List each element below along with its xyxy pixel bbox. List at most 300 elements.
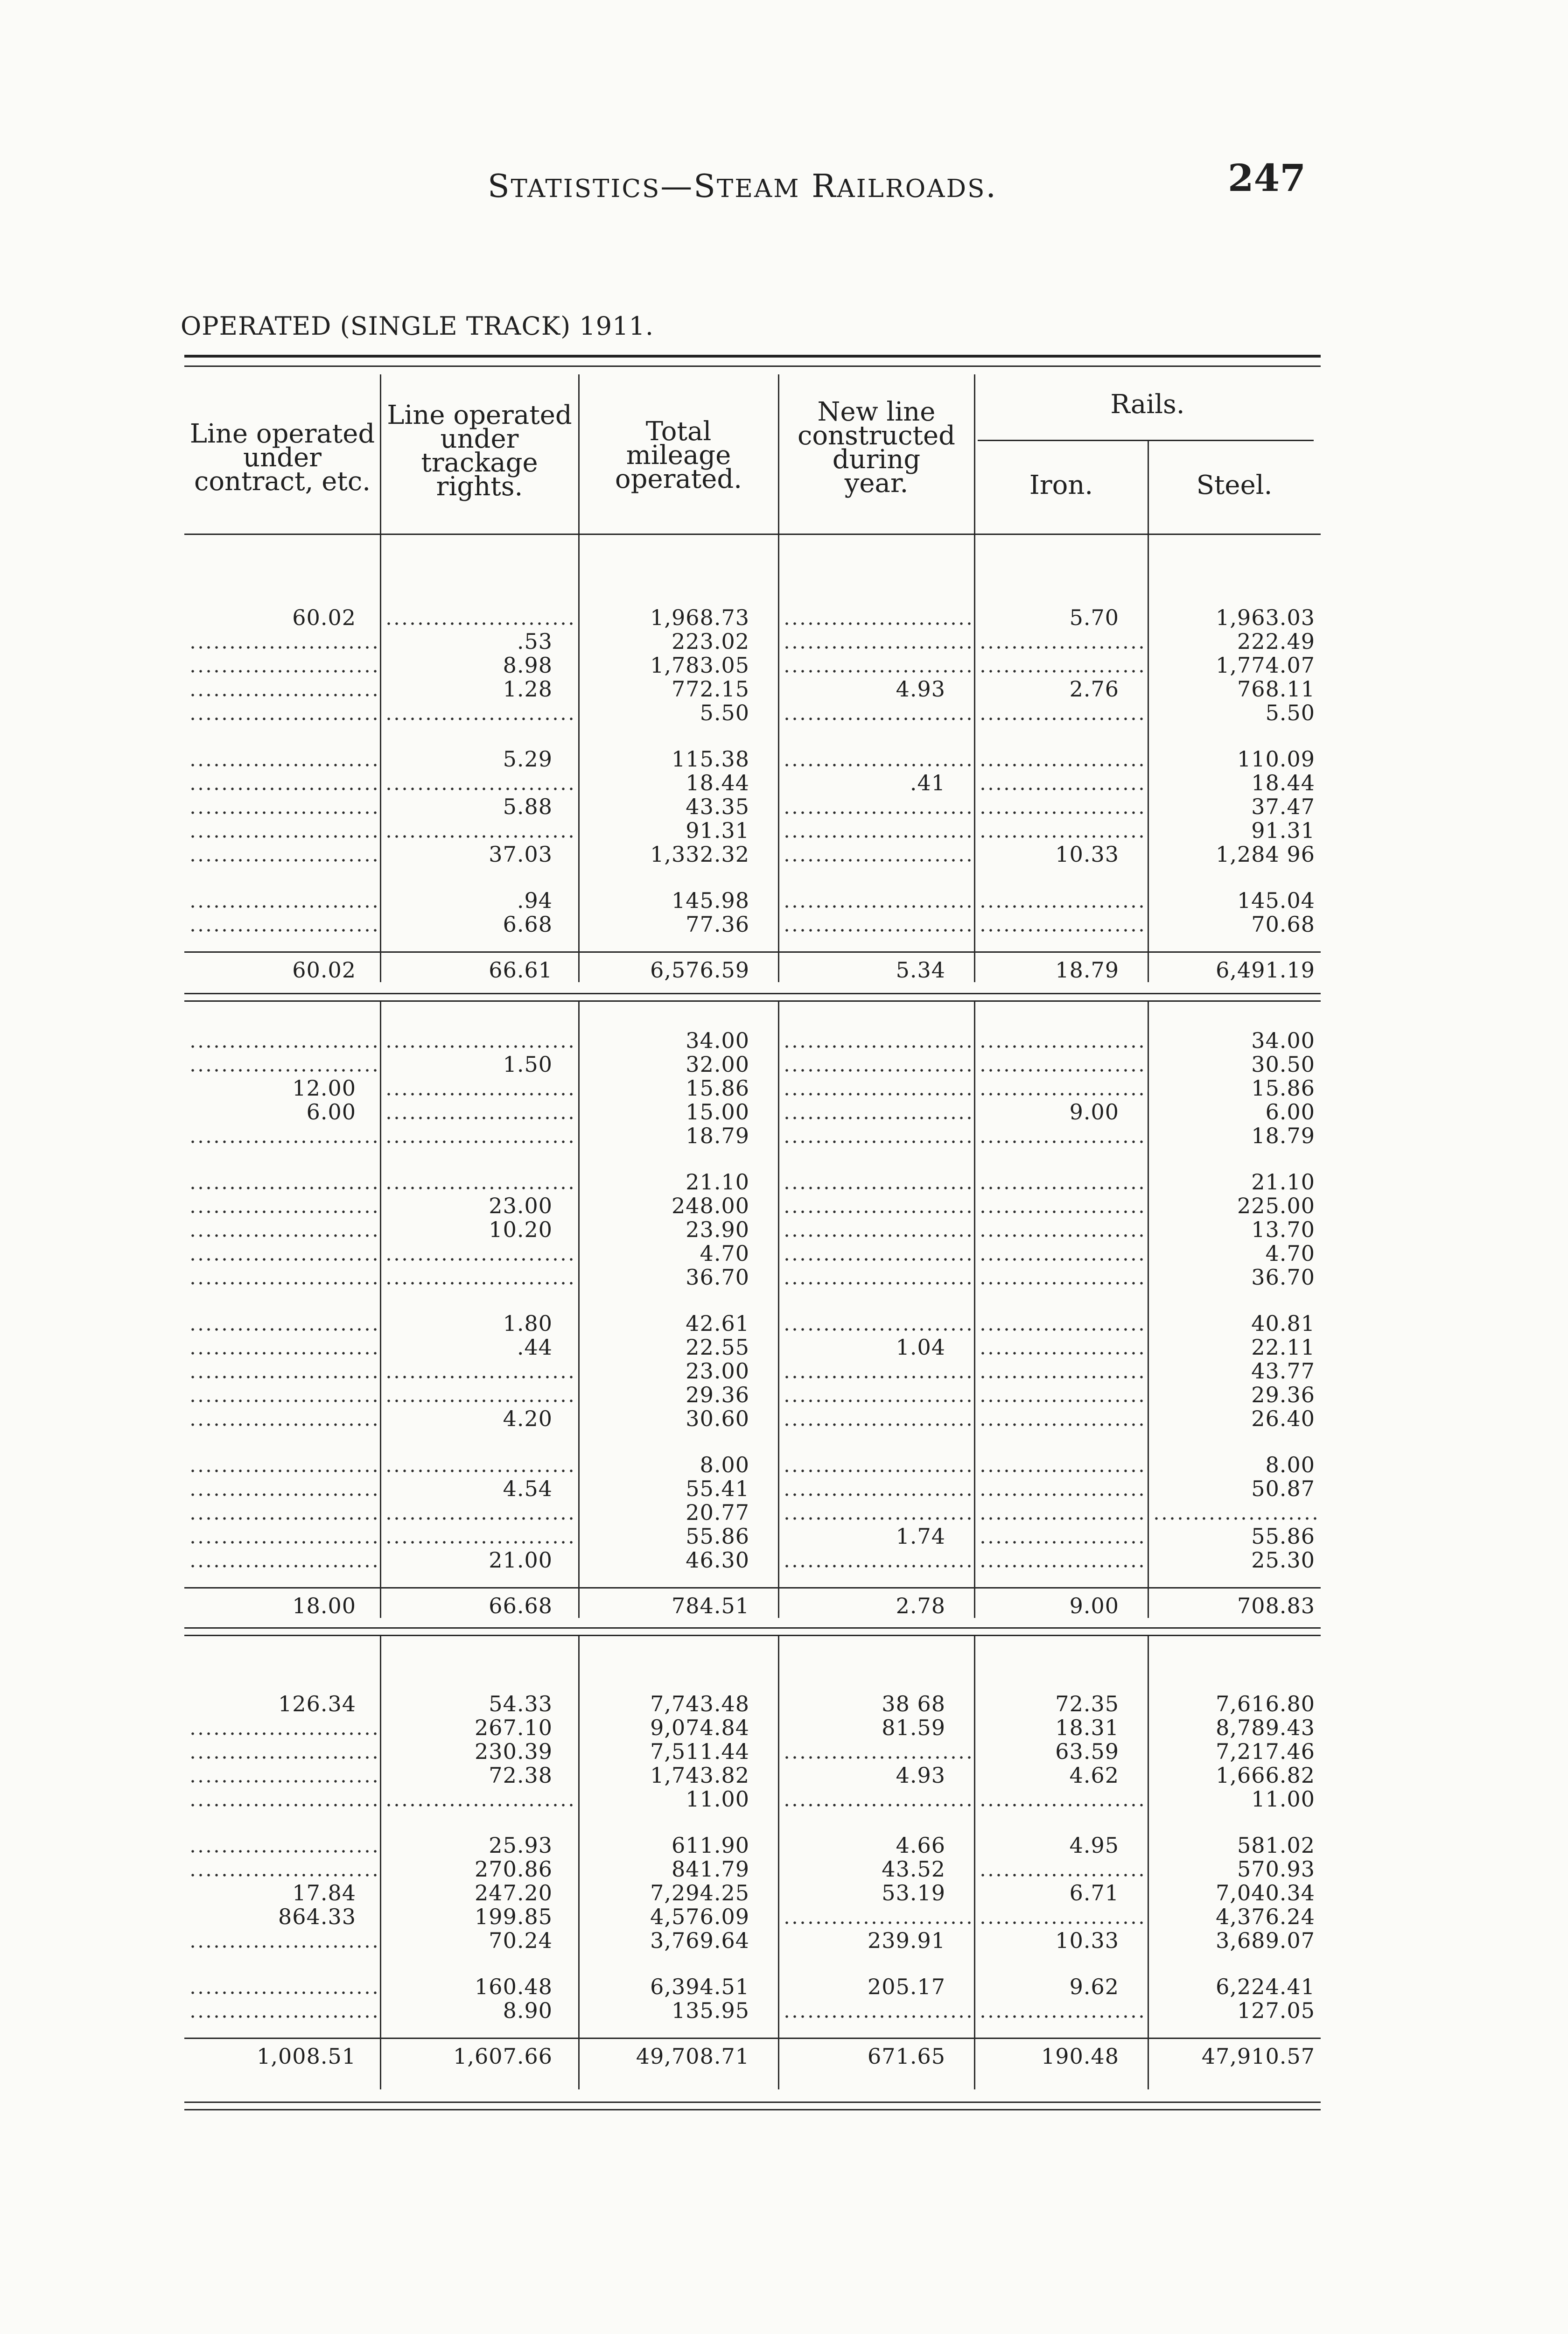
header-new-line-constructed: New line constructed during year. bbox=[797, 397, 956, 499]
cell-total: 21.10 bbox=[686, 1169, 749, 1195]
cell-contract bbox=[184, 1501, 380, 1525]
cell-iron bbox=[974, 701, 1148, 725]
cell-steel: 50.87 bbox=[1251, 1476, 1315, 1501]
table-row bbox=[184, 1975, 1321, 1999]
cell-steel: 145.04 bbox=[1237, 888, 1315, 913]
cell-total: 1,968.73 bbox=[650, 605, 749, 630]
cell-total: 8.00 bbox=[700, 1452, 749, 1477]
cell-total: 34.00 bbox=[686, 1028, 749, 1053]
cell-total: 15.86 bbox=[686, 1076, 749, 1101]
cell-steel: 43.77 bbox=[1251, 1358, 1315, 1384]
cell-total: 18.44 bbox=[686, 770, 749, 795]
cell-new-line: .41 bbox=[910, 770, 945, 795]
dot-leader bbox=[191, 646, 378, 649]
cell-new-line bbox=[778, 1787, 974, 1811]
cell-steel: 13.70 bbox=[1251, 1217, 1315, 1242]
cell-new-line bbox=[778, 1100, 974, 1124]
cell-total: 7,511.44 bbox=[650, 1739, 749, 1764]
cell-iron: 190.48 bbox=[1041, 2044, 1119, 2069]
table-row bbox=[184, 1905, 1321, 1929]
dot-leader bbox=[981, 1423, 1145, 1427]
cell-new-line bbox=[778, 1383, 974, 1407]
dot-leader bbox=[981, 1092, 1145, 1096]
cell-new-line bbox=[778, 889, 974, 913]
cell-contract bbox=[184, 1029, 380, 1053]
dot-leader bbox=[785, 1186, 972, 1190]
cell-iron bbox=[974, 795, 1148, 819]
table-row bbox=[184, 1265, 1321, 1289]
dot-leader bbox=[785, 1469, 972, 1473]
cell-total: 30.60 bbox=[686, 1406, 749, 1431]
cell-trackage: .53 bbox=[517, 629, 553, 654]
cell-steel: 1,963.03 bbox=[1216, 605, 1315, 630]
double-rule bbox=[184, 2102, 1321, 2110]
cell-total: 6,576.59 bbox=[650, 957, 749, 983]
dot-leader bbox=[785, 1921, 972, 1925]
cell-contract bbox=[184, 1053, 380, 1076]
row-group bbox=[184, 606, 1321, 725]
cell-new-line bbox=[778, 606, 974, 630]
dot-leader bbox=[191, 1873, 378, 1877]
cell-steel: 18.79 bbox=[1251, 1123, 1315, 1148]
row-group bbox=[184, 1975, 1321, 2023]
cell-total: 77.36 bbox=[686, 912, 749, 937]
dot-leader bbox=[981, 905, 1145, 908]
cell-trackage: 4.20 bbox=[503, 1406, 553, 1431]
dot-leader bbox=[387, 1092, 576, 1096]
cell-trackage: 267.10 bbox=[475, 1715, 553, 1740]
dot-leader bbox=[191, 1803, 378, 1807]
dot-leader bbox=[785, 928, 972, 932]
table-header bbox=[184, 367, 1321, 535]
cell-steel: 222.49 bbox=[1237, 629, 1315, 654]
dot-leader bbox=[785, 1258, 972, 1261]
cell-new-line bbox=[778, 1740, 974, 1764]
section-body bbox=[184, 1636, 1321, 2089]
dot-leader bbox=[191, 669, 378, 673]
table-row bbox=[184, 1242, 1321, 1265]
cell-total: 22.55 bbox=[686, 1335, 749, 1360]
cell-steel: 1,666.82 bbox=[1216, 1763, 1315, 1788]
cell-iron: 10.33 bbox=[1055, 842, 1119, 867]
cell-steel: 570.93 bbox=[1237, 1856, 1315, 1882]
cell-contract bbox=[184, 1242, 380, 1265]
cell-trackage: 1.50 bbox=[503, 1052, 553, 1077]
row-group bbox=[184, 1834, 1321, 1953]
cell-iron: 9.00 bbox=[1069, 1593, 1119, 1618]
cell-steel: 225.00 bbox=[1237, 1193, 1315, 1218]
cell-contract bbox=[184, 1124, 380, 1148]
dot-leader bbox=[191, 905, 378, 908]
header-line-operated-under-contract: Line operated under contract, etc. bbox=[189, 419, 375, 497]
cell-iron bbox=[974, 889, 1148, 913]
dot-leader bbox=[785, 1210, 972, 1214]
table-row bbox=[184, 1383, 1321, 1407]
cell-steel: 40.81 bbox=[1251, 1311, 1315, 1336]
cell-contract: 1,008.51 bbox=[257, 2044, 356, 2069]
dot-leader bbox=[191, 1991, 378, 1995]
dot-leader bbox=[191, 1423, 378, 1427]
column-rule bbox=[380, 374, 381, 534]
header-steel: Steel. bbox=[1196, 470, 1273, 500]
dot-leader bbox=[191, 1045, 378, 1048]
cell-trackage bbox=[380, 1501, 579, 1525]
dot-leader bbox=[981, 669, 1145, 673]
cell-steel: 110.09 bbox=[1237, 746, 1315, 772]
dot-leader bbox=[785, 1564, 972, 1568]
cell-new-line: 43.52 bbox=[882, 1856, 945, 1882]
cell-total: 20.77 bbox=[686, 1500, 749, 1525]
dot-leader bbox=[191, 1375, 378, 1379]
cell-steel: 8.00 bbox=[1265, 1452, 1315, 1477]
cell-iron: 18.31 bbox=[1055, 1715, 1119, 1740]
cell-steel: 70.68 bbox=[1251, 912, 1315, 937]
page-number: 247 bbox=[1228, 156, 1306, 200]
cell-new-line bbox=[778, 913, 974, 936]
dot-leader bbox=[785, 835, 972, 838]
cell-total: 91.31 bbox=[686, 818, 749, 843]
dot-leader bbox=[785, 763, 972, 767]
dot-leader bbox=[785, 1517, 972, 1520]
cell-trackage: 66.61 bbox=[489, 957, 553, 983]
table-row bbox=[184, 1740, 1321, 1764]
dot-leader bbox=[981, 1564, 1145, 1568]
cell-contract bbox=[184, 843, 380, 866]
cell-new-line bbox=[778, 795, 974, 819]
dot-leader bbox=[191, 1328, 378, 1331]
cell-contract: 18.00 bbox=[292, 1593, 356, 1618]
header-total-mileage: Total mileage operated. bbox=[615, 416, 742, 494]
cell-trackage bbox=[380, 1124, 579, 1148]
dot-leader bbox=[981, 928, 1145, 932]
cell-iron: 9.62 bbox=[1069, 1974, 1119, 1999]
cell-iron bbox=[974, 1359, 1148, 1383]
cell-new-line bbox=[778, 1453, 974, 1477]
dot-leader bbox=[981, 1873, 1145, 1877]
cell-contract: 6.00 bbox=[306, 1099, 356, 1125]
dot-leader bbox=[981, 1540, 1145, 1544]
cell-iron: 63.59 bbox=[1055, 1739, 1119, 1764]
dot-leader bbox=[191, 811, 378, 815]
dot-leader bbox=[981, 1803, 1145, 1807]
row-group bbox=[184, 1453, 1321, 1572]
cell-total: 11.00 bbox=[686, 1786, 749, 1812]
dot-leader bbox=[785, 1069, 972, 1072]
cell-trackage: 21.00 bbox=[489, 1547, 553, 1573]
table-row bbox=[184, 1076, 1321, 1100]
table-section-3 bbox=[184, 1636, 1321, 2110]
column-rule bbox=[778, 374, 779, 534]
cell-iron bbox=[974, 1857, 1148, 1881]
dot-leader bbox=[191, 1281, 378, 1285]
cell-trackage: 10.20 bbox=[489, 1217, 553, 1242]
cell-iron bbox=[974, 1170, 1148, 1194]
dot-leader bbox=[785, 622, 972, 626]
cell-contract bbox=[184, 1336, 380, 1359]
cell-contract bbox=[184, 771, 380, 795]
cell-steel: 8,789.43 bbox=[1216, 1715, 1315, 1740]
dot-leader bbox=[387, 1186, 576, 1190]
cell-iron bbox=[974, 1999, 1148, 2023]
cell-iron: 4.62 bbox=[1069, 1763, 1119, 1788]
cell-iron bbox=[974, 1029, 1148, 1053]
cell-steel: 11.00 bbox=[1251, 1786, 1315, 1812]
cell-iron bbox=[974, 654, 1148, 677]
dot-leader bbox=[191, 1540, 378, 1544]
cell-trackage: 54.33 bbox=[489, 1691, 553, 1716]
cell-trackage: 5.88 bbox=[503, 794, 553, 819]
table-row bbox=[184, 1100, 1321, 1124]
table-row bbox=[184, 819, 1321, 843]
top-double-rule bbox=[184, 355, 1321, 367]
cell-steel: 25.30 bbox=[1251, 1547, 1315, 1573]
cell-new-line: 38 68 bbox=[882, 1691, 945, 1716]
row-group bbox=[184, 747, 1321, 866]
dot-leader bbox=[387, 717, 576, 721]
dot-leader bbox=[785, 646, 972, 649]
cell-iron bbox=[974, 1312, 1148, 1336]
cell-contract bbox=[184, 1857, 380, 1881]
dot-leader bbox=[981, 787, 1145, 791]
dot-leader bbox=[981, 763, 1145, 767]
small-caps-run: AILROADS bbox=[837, 174, 986, 203]
cell-iron bbox=[974, 913, 1148, 936]
cell-new-line bbox=[778, 1477, 974, 1501]
cell-new-line: 5.34 bbox=[896, 957, 945, 983]
dot-leader bbox=[191, 1945, 378, 1948]
cell-total: 46.30 bbox=[686, 1547, 749, 1573]
cell-trackage bbox=[380, 1170, 579, 1194]
total-row bbox=[184, 1587, 1321, 1618]
cell-steel: 7,217.46 bbox=[1216, 1739, 1315, 1764]
cell-contract bbox=[184, 1548, 380, 1572]
dot-leader bbox=[387, 1803, 576, 1807]
dot-leader bbox=[785, 1399, 972, 1403]
cell-iron: 10.33 bbox=[1055, 1928, 1119, 1953]
table-row bbox=[184, 1170, 1321, 1194]
table-section-2 bbox=[184, 1002, 1321, 1636]
cell-trackage: 270.86 bbox=[475, 1856, 553, 1882]
dot-leader bbox=[785, 1281, 972, 1285]
cell-trackage: .44 bbox=[517, 1335, 553, 1360]
cell-total: 3,769.64 bbox=[650, 1928, 749, 1953]
cell-trackage: 72.38 bbox=[489, 1763, 553, 1788]
cell-total: 784.51 bbox=[672, 1593, 749, 1618]
cell-steel: 34.00 bbox=[1251, 1028, 1315, 1053]
cell-contract bbox=[184, 1787, 380, 1811]
cell-total: 6,394.51 bbox=[650, 1974, 749, 1999]
dot-leader bbox=[191, 717, 378, 721]
dot-leader bbox=[981, 1375, 1145, 1379]
cell-total: 42.61 bbox=[686, 1311, 749, 1336]
dot-leader bbox=[981, 1045, 1145, 1048]
dot-leader bbox=[981, 1210, 1145, 1214]
table-row bbox=[184, 1857, 1321, 1881]
cell-new-line: 53.19 bbox=[882, 1880, 945, 1905]
cell-total: 23.90 bbox=[686, 1217, 749, 1242]
cell-steel: 581.02 bbox=[1237, 1833, 1315, 1858]
column-rule bbox=[974, 374, 975, 534]
table-section-1 bbox=[184, 535, 1321, 1002]
table-row bbox=[184, 1501, 1321, 1525]
cell-steel: 127.05 bbox=[1237, 1998, 1315, 2023]
cell-trackage: 25.93 bbox=[489, 1833, 553, 1858]
cell-new-line bbox=[778, 701, 974, 725]
dot-leader bbox=[981, 1186, 1145, 1190]
table-row bbox=[184, 1029, 1321, 1053]
table-row bbox=[184, 1548, 1321, 1572]
cell-iron bbox=[974, 819, 1148, 843]
table-row bbox=[184, 747, 1321, 771]
table-row bbox=[184, 1407, 1321, 1431]
cell-trackage: 23.00 bbox=[489, 1193, 553, 1218]
dot-leader bbox=[191, 1258, 378, 1261]
row-group bbox=[184, 889, 1321, 936]
cell-steel: 6.00 bbox=[1265, 1099, 1315, 1125]
cell-trackage bbox=[380, 1242, 579, 1265]
total-row bbox=[184, 2038, 1321, 2068]
cell-new-line: 81.59 bbox=[882, 1715, 945, 1740]
cell-total: 248.00 bbox=[672, 1193, 749, 1218]
cell-total: 18.79 bbox=[686, 1123, 749, 1148]
cell-iron bbox=[974, 1501, 1148, 1525]
cell-trackage bbox=[380, 1076, 579, 1100]
cell-trackage: 247.20 bbox=[475, 1880, 553, 1905]
cell-new-line bbox=[778, 1242, 974, 1265]
dot-leader bbox=[191, 2015, 378, 2018]
row-group bbox=[184, 1692, 1321, 1811]
cell-new-line bbox=[778, 1407, 974, 1431]
table-row bbox=[184, 1764, 1321, 1787]
cell-iron: 6.71 bbox=[1069, 1880, 1119, 1905]
dot-leader bbox=[387, 1258, 576, 1261]
cell-steel: 91.31 bbox=[1251, 818, 1315, 843]
table-row bbox=[184, 1336, 1321, 1359]
dot-leader bbox=[785, 858, 972, 862]
table-row bbox=[184, 1525, 1321, 1548]
dot-leader bbox=[191, 1756, 378, 1759]
table-row bbox=[184, 654, 1321, 677]
dot-leader bbox=[387, 835, 576, 838]
cell-iron bbox=[974, 630, 1148, 654]
cell-total: 5.50 bbox=[700, 700, 749, 725]
cell-trackage: 4.54 bbox=[503, 1476, 553, 1501]
cell-new-line bbox=[778, 1076, 974, 1100]
dot-leader bbox=[785, 1328, 972, 1331]
cell-steel: 1,774.07 bbox=[1216, 653, 1315, 678]
dot-leader bbox=[191, 1517, 378, 1520]
cell-trackage: .94 bbox=[517, 888, 553, 913]
cell-iron bbox=[974, 1076, 1148, 1100]
dot-leader bbox=[387, 1399, 576, 1403]
cell-contract bbox=[184, 1359, 380, 1383]
cell-iron bbox=[974, 1124, 1148, 1148]
cell-total: 115.38 bbox=[672, 746, 749, 772]
dot-leader bbox=[191, 1493, 378, 1497]
table-row bbox=[184, 1218, 1321, 1242]
cell-total: 841.79 bbox=[672, 1856, 749, 1882]
dot-leader bbox=[785, 1375, 972, 1379]
cell-total: 55.86 bbox=[686, 1524, 749, 1549]
dot-leader bbox=[981, 1140, 1145, 1144]
cell-total: 36.70 bbox=[686, 1265, 749, 1290]
cell-iron: 9.00 bbox=[1069, 1099, 1119, 1125]
cell-steel: 15.86 bbox=[1251, 1076, 1315, 1101]
small-caps-run: TATISTICS bbox=[511, 174, 661, 203]
cell-new-line bbox=[778, 843, 974, 866]
table-row bbox=[184, 701, 1321, 725]
cell-steel: 3,689.07 bbox=[1216, 1928, 1315, 1953]
table-row bbox=[184, 1881, 1321, 1905]
cell-new-line: 4.66 bbox=[896, 1833, 945, 1858]
cell-contract: 60.02 bbox=[292, 605, 356, 630]
table-row bbox=[184, 1787, 1321, 1811]
cell-contract bbox=[184, 1975, 380, 1999]
table-row bbox=[184, 606, 1321, 630]
header-rails: Rails. bbox=[1110, 389, 1185, 420]
cell-trackage: 1.28 bbox=[503, 676, 553, 702]
cell-iron bbox=[974, 1453, 1148, 1477]
dot-leader bbox=[785, 811, 972, 815]
cell-trackage bbox=[380, 1100, 579, 1124]
column-rule bbox=[578, 374, 580, 534]
cell-steel: 768.11 bbox=[1237, 676, 1315, 702]
table-row bbox=[184, 889, 1321, 913]
cell-trackage: 5.29 bbox=[503, 746, 553, 772]
cell-new-line bbox=[778, 747, 974, 771]
cell-contract bbox=[184, 1716, 380, 1740]
cell-total: 4,576.09 bbox=[650, 1904, 749, 1929]
running-head: STATISTICS—STEAM RAILROADS. bbox=[487, 168, 998, 205]
cell-contract: 12.00 bbox=[292, 1076, 356, 1101]
cell-steel: 5.50 bbox=[1265, 700, 1315, 725]
dot-leader bbox=[191, 1234, 378, 1237]
dot-leader bbox=[387, 1517, 576, 1520]
table-row bbox=[184, 1453, 1321, 1477]
cell-contract bbox=[184, 1265, 380, 1289]
dot-leader bbox=[191, 1849, 378, 1853]
dot-leader bbox=[191, 1210, 378, 1214]
cell-trackage: 1.80 bbox=[503, 1311, 553, 1336]
cell-trackage bbox=[380, 771, 579, 795]
dot-leader bbox=[191, 928, 378, 932]
cell-iron bbox=[974, 1477, 1148, 1501]
cell-contract bbox=[184, 1312, 380, 1336]
cell-contract bbox=[184, 1525, 380, 1548]
cell-trackage: 8.90 bbox=[503, 1998, 553, 2023]
table-row bbox=[184, 1053, 1321, 1076]
cell-contract: 17.84 bbox=[292, 1880, 356, 1905]
cell-trackage: 1,607.66 bbox=[453, 2044, 553, 2069]
dot-leader bbox=[785, 1756, 972, 1759]
table-caption: OPERATED (SINGLE TRACK) 1911. bbox=[181, 311, 654, 341]
dot-leader bbox=[981, 1234, 1145, 1237]
cell-new-line bbox=[778, 654, 974, 677]
cell-iron bbox=[974, 1383, 1148, 1407]
cell-trackage: 199.85 bbox=[475, 1904, 553, 1929]
cell-contract bbox=[184, 1194, 380, 1218]
cell-total: 1,332.32 bbox=[650, 842, 749, 867]
cell-contract bbox=[184, 913, 380, 936]
dot-leader bbox=[981, 1469, 1145, 1473]
cell-contract bbox=[184, 630, 380, 654]
total-row bbox=[184, 951, 1321, 982]
cell-trackage: 37.03 bbox=[489, 842, 553, 867]
cell-new-line bbox=[778, 1999, 974, 2023]
dot-leader bbox=[785, 2015, 972, 2018]
dot-leader bbox=[981, 2015, 1145, 2018]
cell-contract bbox=[184, 747, 380, 771]
